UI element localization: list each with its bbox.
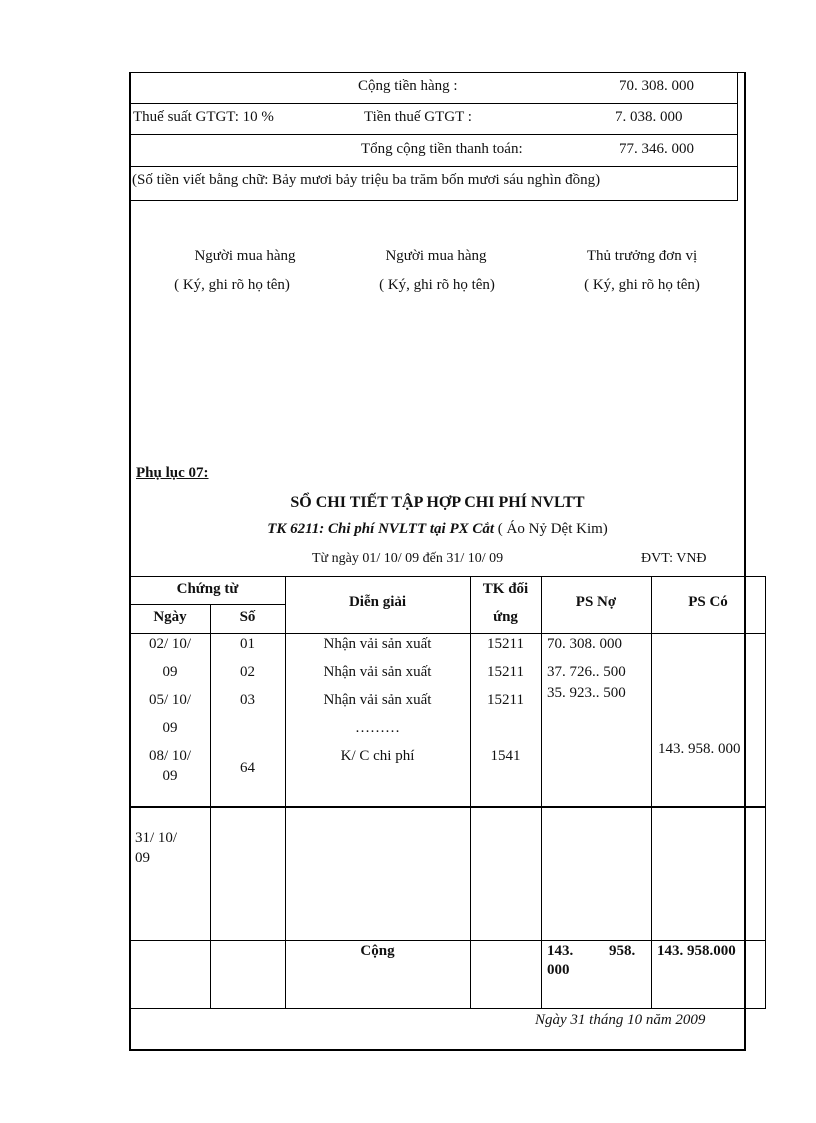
- row-date: 02/ 10/: [148, 636, 192, 652]
- row-description: Nhận vải sản xuất: [323, 636, 432, 652]
- row-description: Nhận vải sản xuất: [323, 692, 432, 708]
- ledger-subtitle-account: TK 6211: Chi phí NVLTT tại PX Cắt: [267, 521, 495, 537]
- closing-number: 64: [240, 760, 255, 776]
- closing-description: K/ C chi phí: [340, 748, 415, 764]
- closing-credit: 143. 958. 000: [658, 741, 741, 757]
- row-number: 03: [240, 692, 255, 708]
- row-number: 01: [240, 636, 255, 652]
- closing-date: 08/ 10/: [148, 748, 192, 764]
- row-date: 09: [162, 720, 178, 736]
- row-date: 09: [162, 664, 178, 680]
- row-account: 15211: [487, 664, 524, 680]
- ledger-unit: ĐVT: VNĐ: [641, 551, 707, 566]
- ledger-subtitle: [129, 521, 746, 538]
- blank-row-date: 09: [135, 850, 150, 866]
- signature-title: Người mua hàng: [385, 248, 487, 264]
- vat-amount-value: 7. 038. 000: [615, 109, 683, 125]
- total-credit: 143. 958.000: [657, 943, 736, 959]
- appendix-label: Phụ lục 07:: [136, 465, 209, 481]
- header-voucher: Chứng từ: [176, 581, 239, 597]
- payment-total-value: 77. 346. 000: [619, 141, 694, 157]
- header-debit: PS Nợ: [575, 594, 617, 610]
- payment-total-label: Tổng cộng tiền thanh toán:: [361, 141, 523, 157]
- signature-title: Người mua hàng: [194, 248, 296, 264]
- closing-date: 09: [162, 768, 178, 784]
- ledger-title: SỔ CHI TIẾT TẬP HỢP CHI PHÍ NVLTT: [290, 494, 585, 511]
- header-credit: PS Có: [688, 594, 728, 610]
- amount-in-words: (Số tiền viết bằng chữ: Bảy mươi bảy triệu ba trăm bốn mươi sáu nghìn đồng): [132, 172, 601, 188]
- closing-account: 1541: [490, 748, 521, 764]
- total-debit: 958.: [609, 943, 636, 959]
- goods-total-value: 70. 308. 000: [619, 78, 694, 94]
- row-debit: 35. 923.. 500: [547, 685, 626, 701]
- signature-title: Thủ trưởng đơn vị: [586, 248, 698, 264]
- blank-row-date: 31/ 10/: [135, 830, 178, 846]
- header-number: Số: [239, 609, 256, 625]
- row-debit: 70. 308. 000: [547, 636, 622, 652]
- row-account: 15211: [487, 636, 524, 652]
- row-description: ………: [355, 720, 400, 736]
- ledger-subtitle-product: ( Áo Nỷ Dệt Kim): [494, 521, 608, 537]
- signature-note: ( Ký, ghi rõ họ tên): [584, 277, 700, 293]
- row-date: 05/ 10/: [148, 692, 192, 708]
- header-account: ứng: [493, 609, 518, 625]
- row-description: Nhận vải sản xuất: [323, 664, 432, 680]
- total-debit: 143.: [547, 943, 574, 959]
- header-account: TK đối: [482, 581, 529, 597]
- vat-amount-label: Tiền thuế GTGT :: [364, 109, 472, 125]
- ledger-period: Từ ngày 01/ 10/ 09 đến 31/ 10/ 09: [312, 551, 504, 566]
- vat-rate-label: Thuế suất GTGT: 10 %: [133, 109, 274, 125]
- goods-total-label: Cộng tiền hàng :: [358, 78, 458, 94]
- header-date: Ngày: [153, 609, 187, 625]
- row-number: 02: [240, 664, 255, 680]
- row-account: 15211: [487, 692, 524, 708]
- row-debit: 37. 726.. 500: [547, 664, 626, 680]
- signature-note: ( Ký, ghi rõ họ tên): [379, 277, 495, 293]
- signature-note: ( Ký, ghi rõ họ tên): [174, 277, 290, 293]
- signed-date: Ngày 31 tháng 10 năm 2009: [535, 1012, 706, 1028]
- total-label: Cộng: [360, 943, 395, 959]
- total-debit: 000: [547, 962, 570, 978]
- header-description: Diễn giải: [348, 594, 407, 610]
